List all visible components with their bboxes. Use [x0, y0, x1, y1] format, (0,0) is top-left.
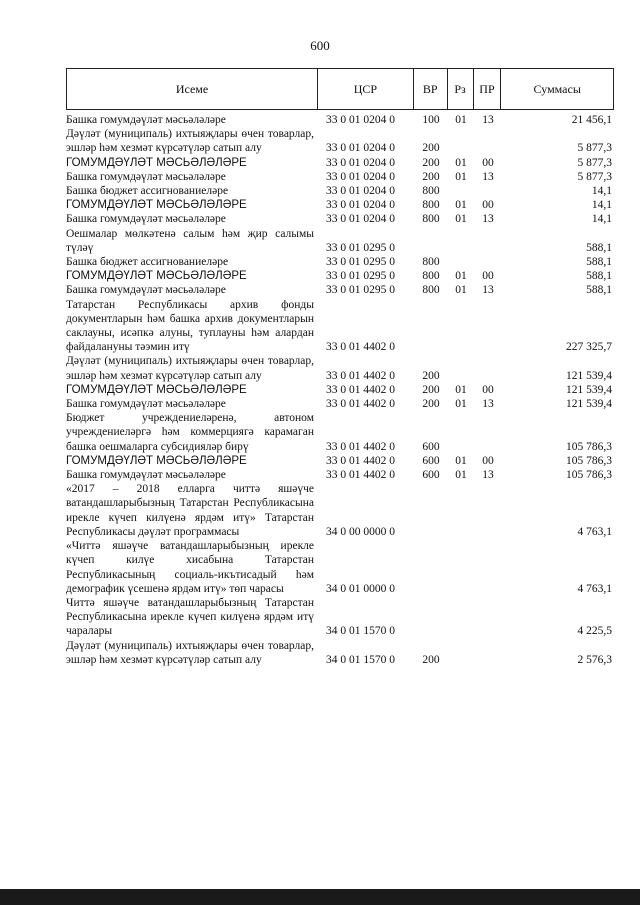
header-vr: ВР: [414, 69, 448, 109]
row-pr: [474, 127, 502, 155]
row-vr: 200: [422, 653, 440, 666]
row-pr: 00: [482, 270, 494, 283]
row-csr: 33 0 01 4402 0: [326, 454, 395, 467]
row-rz: [448, 127, 474, 155]
row-rz: 01: [455, 270, 467, 283]
row-pr: 00: [482, 383, 494, 396]
row-csr: 33 0 01 4402 0: [326, 383, 395, 396]
row-vr: 800: [422, 199, 440, 212]
row-name: Башка бюджет ассигнованиеләре: [66, 185, 229, 198]
header-csr: ЦСР: [318, 69, 414, 109]
row-rz: [448, 184, 474, 198]
row-sum: 121 539,4: [566, 369, 612, 382]
row-sum: 5 877,3: [577, 142, 612, 155]
row-name: Татарстан Республикасы архив фонды документларын һәм башка архив документларын саклауны, исәпкә алуны, туплауны һәм алардан файдалануны тәэмин итү: [66, 298, 314, 354]
header-name: Исеме: [67, 69, 318, 109]
row-vr: [414, 596, 448, 639]
row-name: Башка гомумдәүләт мәсьәләләре: [66, 213, 226, 226]
row-name: Башка гомумдәүләт мәсьәләләре: [66, 398, 226, 411]
row-pr: [474, 227, 502, 255]
row-sum: 4 225,5: [577, 625, 612, 638]
row-name: «Читтә яшәүче ватандашларыбызның ирекле күчеп килүе хисабына Татарстан Республикасының социаль-икътисадый һәм демографик үсешенә ярдәм итү» төп чарасы: [66, 540, 314, 595]
row-csr: 33 0 01 0295 0: [326, 270, 395, 283]
header-pr: ПР: [474, 69, 502, 109]
row-name: Дәүләт (муниципаль) ихтыяҗлары өчен товарлар, эшләр һәм хезмәт күрсәтүләр сатып алу: [66, 128, 314, 155]
table-row: [66, 397, 614, 411]
row-sum: 14,1: [591, 185, 612, 198]
row-name: ГОМУМДӘҮЛӘТ МӘСЬӘЛӘЛӘРЕ: [66, 156, 247, 169]
table-row: [66, 156, 614, 170]
row-vr: 800: [422, 213, 440, 226]
row-vr: 600: [422, 454, 440, 467]
row-sum: 105 786,3: [566, 440, 612, 453]
row-name: Башка гомумдәүләт мәсьәләләре: [66, 469, 226, 482]
row-vr: 200: [422, 369, 440, 382]
row-sum: 105 786,3: [566, 469, 612, 482]
table-row: [66, 298, 614, 355]
row-sum: 4 763,1: [577, 525, 612, 538]
row-name: ГОМУМДӘҮЛӘТ МӘСЬӘЛӘЛӘРЕ: [66, 199, 247, 212]
row-vr: 200: [422, 398, 440, 411]
row-csr: 34 0 00 0000 0: [326, 525, 395, 538]
table-body: [66, 113, 614, 667]
header-sum: Суммасы: [533, 81, 581, 96]
row-sum: 588,1: [586, 284, 612, 297]
row-rz: 01: [455, 199, 467, 212]
table-row: [66, 113, 614, 127]
row-pr: 00: [482, 156, 494, 169]
row-csr: 33 0 01 0295 0: [326, 241, 395, 254]
table-row: [66, 383, 614, 397]
row-pr: [474, 354, 502, 382]
row-csr: 33 0 01 4402 0: [326, 398, 395, 411]
row-name: ГОМУМДӘҮЛӘТ МӘСЬӘЛӘЛӘРЕ: [66, 270, 247, 283]
row-csr: 34 0 01 1570 0: [326, 625, 395, 638]
row-vr: 200: [422, 170, 440, 183]
row-vr: 200: [422, 383, 440, 396]
row-pr: [474, 184, 502, 198]
header-rz: Рз: [448, 69, 474, 109]
row-pr: 00: [482, 454, 494, 467]
row-vr: 800: [422, 284, 440, 297]
page-number: 600: [310, 38, 330, 53]
row-pr: [474, 411, 502, 454]
row-sum: 5 877,3: [577, 170, 612, 183]
row-rz: 01: [455, 469, 467, 482]
row-rz: 01: [455, 170, 467, 183]
table-row: [66, 639, 614, 667]
row-pr: [474, 482, 502, 539]
row-sum: 4 763,1: [577, 582, 612, 595]
row-rz: 01: [455, 284, 467, 297]
table-row: [66, 411, 614, 454]
row-vr: [414, 539, 448, 596]
row-rz: [448, 482, 474, 539]
table-row: [66, 227, 614, 255]
row-sum: 588,1: [586, 241, 612, 254]
row-rz: 01: [455, 383, 467, 396]
row-pr: 13: [482, 284, 494, 297]
table-row: [66, 198, 614, 212]
row-rz: 01: [455, 213, 467, 226]
row-rz: [448, 298, 474, 355]
row-vr: 100: [422, 114, 440, 126]
scan-edge: [0, 889, 640, 905]
row-sum: 21 456,1: [571, 114, 612, 126]
row-pr: 13: [482, 114, 494, 126]
table-row: [66, 170, 614, 184]
row-sum: 14,1: [591, 213, 612, 226]
row-rz: [448, 354, 474, 382]
table-row: [66, 354, 614, 382]
row-csr: 33 0 01 0204 0: [326, 170, 395, 183]
row-name: Дәүләт (муниципаль) ихтыяҗлары өчен товарлар, эшләр һәм хезмәт күрсәтүләр сатып алу: [66, 639, 314, 666]
row-csr: 34 0 01 1570 0: [326, 653, 395, 666]
table-header: [66, 68, 614, 110]
row-csr: 33 0 01 0204 0: [326, 199, 395, 212]
row-pr: 00: [482, 199, 494, 212]
row-csr: 33 0 01 4402 0: [326, 440, 395, 453]
table-row: [66, 212, 614, 226]
row-vr: 600: [422, 469, 440, 482]
row-sum: 14,1: [591, 199, 612, 212]
table-row: [66, 283, 614, 297]
row-pr: [474, 298, 502, 355]
row-rz: 01: [455, 454, 467, 467]
row-rz: [448, 639, 474, 667]
table-row: [66, 255, 614, 269]
row-vr: 800: [422, 256, 440, 269]
row-vr: 200: [422, 142, 440, 155]
table-row: [66, 539, 614, 596]
row-csr: 33 0 01 0295 0: [326, 256, 395, 269]
row-csr: 33 0 01 0204 0: [326, 156, 395, 169]
row-name: Оешмалар мөлкәтенә салым һәм җир салымы түләү: [66, 227, 314, 254]
row-vr: 800: [422, 185, 440, 198]
row-pr: [474, 639, 502, 667]
table-row: [66, 269, 614, 283]
row-rz: [448, 411, 474, 454]
row-pr: [474, 539, 502, 596]
row-rz: [448, 227, 474, 255]
row-name: ГОМУМДӘҮЛӘТ МӘСЬӘЛӘЛӘРЕ: [66, 454, 247, 467]
row-vr: [414, 298, 448, 355]
row-sum: 121 539,4: [566, 383, 612, 396]
row-rz: [448, 255, 474, 269]
row-csr: 33 0 01 4402 0: [326, 341, 395, 354]
row-pr: [474, 596, 502, 639]
row-pr: [474, 255, 502, 269]
table-row: [66, 454, 614, 468]
row-name: Башка бюджет ассигнованиеләре: [66, 256, 229, 269]
table-row: [66, 468, 614, 482]
row-rz: 01: [455, 114, 467, 126]
row-sum: 2 576,3: [577, 653, 612, 666]
row-vr: 200: [422, 156, 440, 169]
row-pr: 13: [482, 469, 494, 482]
table-row: [66, 596, 614, 639]
row-rz: [448, 539, 474, 596]
row-rz: 01: [455, 156, 467, 169]
row-pr: 13: [482, 398, 494, 411]
row-sum: 588,1: [586, 256, 612, 269]
row-vr: 600: [422, 440, 440, 453]
row-name: Башка гомумдәүләт мәсьәләләре: [66, 284, 226, 297]
row-csr: 34 0 01 0000 0: [326, 582, 395, 595]
row-csr: 33 0 01 0204 0: [326, 114, 395, 126]
row-sum: 588,1: [586, 270, 612, 283]
row-name: Башка гомумдәүләт мәсьәләләре: [66, 114, 226, 126]
row-pr: 13: [482, 170, 494, 183]
row-sum: 105 786,3: [566, 454, 612, 467]
row-csr: 33 0 01 0204 0: [326, 142, 395, 155]
table-row: [66, 482, 614, 539]
row-name: Бюджет учреждениеләренә, автоном учреждениеләргә һәм коммерциягә карамаган башка оешмаларга субсидияләр бирү: [66, 412, 314, 453]
table-row: [66, 184, 614, 198]
row-csr: 33 0 01 4402 0: [326, 369, 395, 382]
row-sum: 121 539,4: [566, 398, 612, 411]
row-vr: [414, 227, 448, 255]
row-sum: 227 325,7: [566, 341, 612, 354]
row-rz: 01: [455, 398, 467, 411]
row-sum: 5 877,3: [577, 156, 612, 169]
row-name: Читтә яшәүче ватандашларыбызның Татарстан Республикасына ирекле күчеп килүенә ярдәм итү чаралары: [66, 596, 314, 638]
table-row: [66, 127, 614, 155]
row-csr: 33 0 01 0204 0: [326, 213, 395, 226]
row-vr: 800: [422, 270, 440, 283]
row-pr: 13: [482, 213, 494, 226]
row-name: ГОМУМДӘҮЛӘТ МӘСЬӘЛӘЛӘРЕ: [66, 383, 247, 396]
row-csr: 33 0 01 4402 0: [326, 469, 395, 482]
row-name: Башка гомумдәүләт мәсьәләләре: [66, 170, 226, 183]
row-csr: 33 0 01 0204 0: [326, 185, 395, 198]
row-name: «2017 – 2018 елларга читтә яшәүче ватандашларыбызның Татарстан Республикасына ирекле күчеп килүенә ярдәм итү» Татарстан Республикасы дәүләт программасы: [66, 483, 314, 538]
row-vr: [414, 482, 448, 539]
row-rz: [448, 596, 474, 639]
row-name: Дәүләт (муниципаль) ихтыяҗлары өчен товарлар, эшләр һәм хезмәт күрсәтүләр сатып алу: [66, 355, 314, 382]
row-csr: 33 0 01 0295 0: [326, 284, 395, 297]
